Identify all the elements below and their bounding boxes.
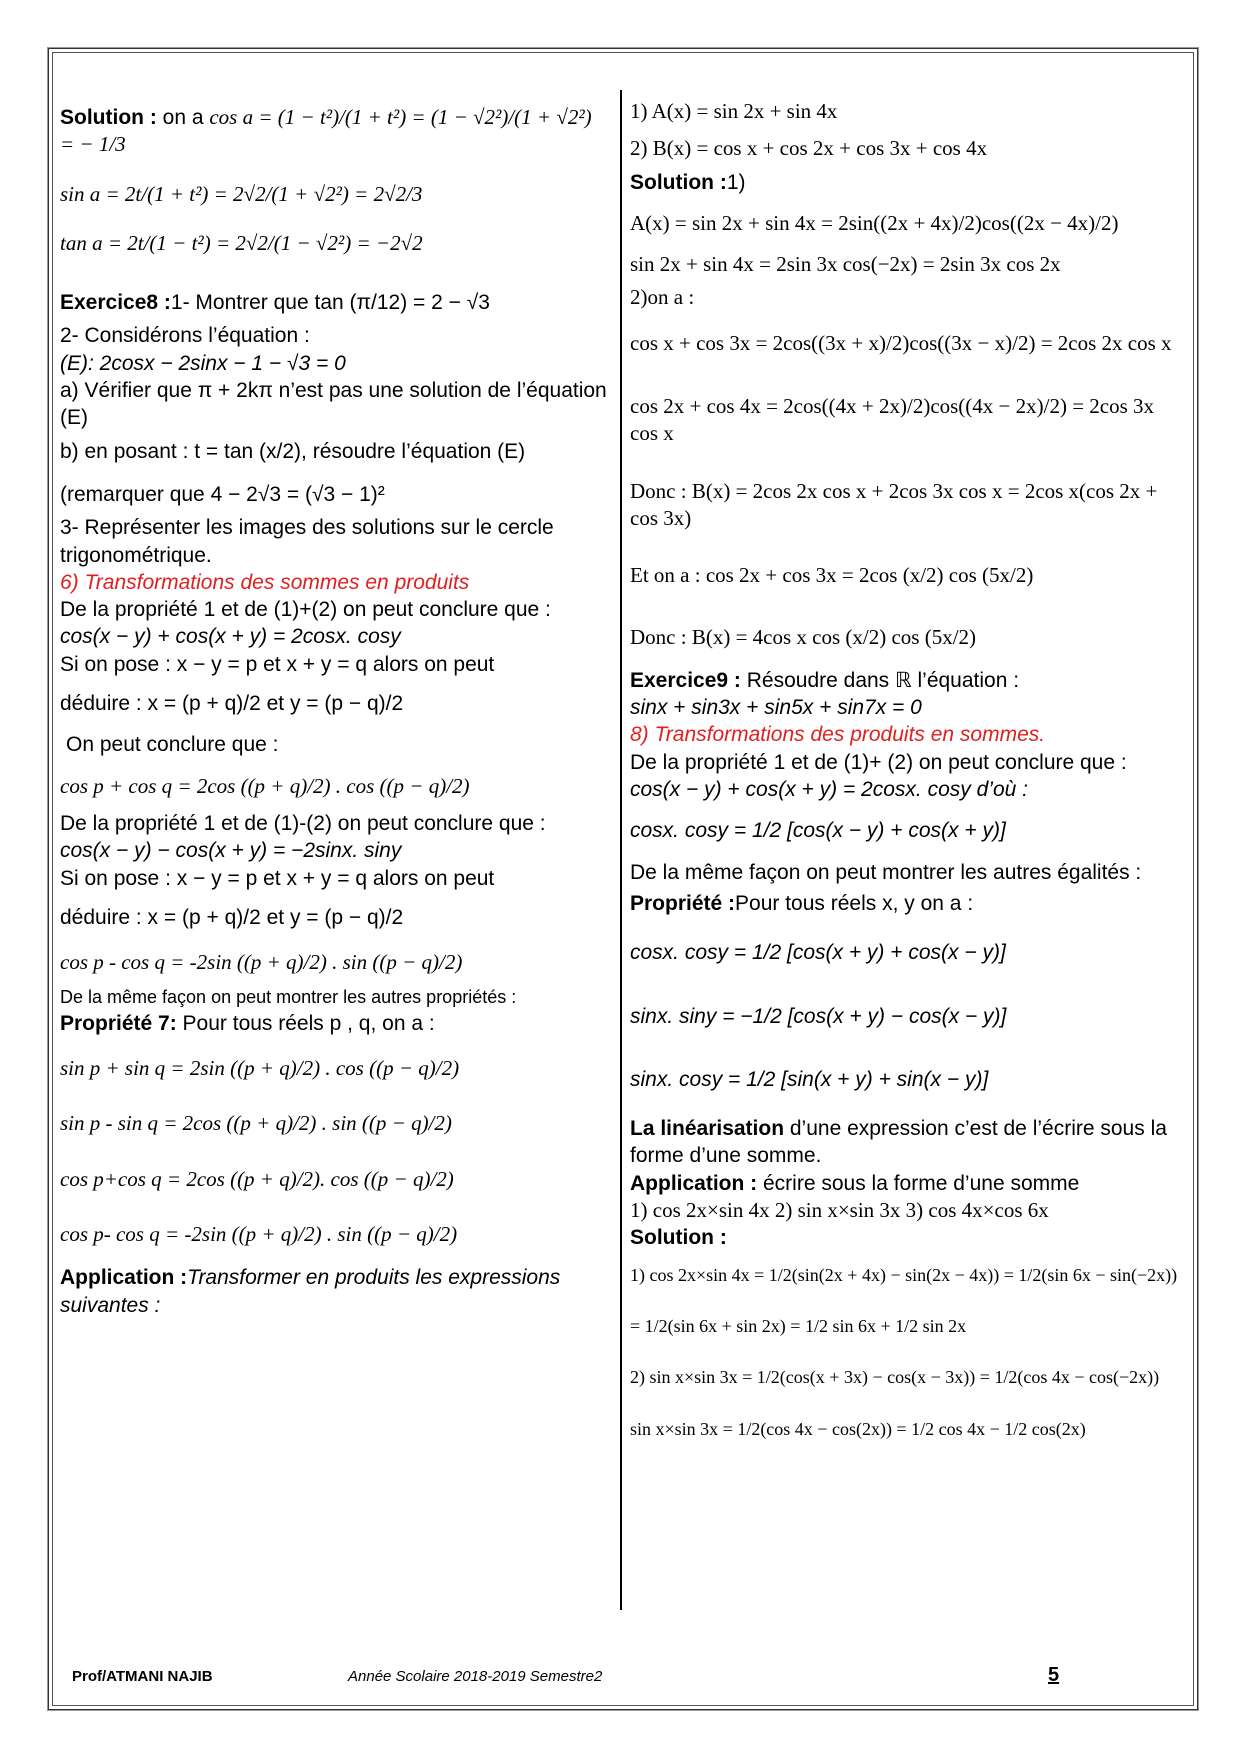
property7: [60, 1010, 610, 1037]
linearisation-label: La linéarisation: [630, 1117, 785, 1141]
formula-a1: A(x) = sin 2x + sin 4x = 2sin((2x + 4x)/2)cos((2x − 4x)/2): [630, 210, 1119, 235]
pose2-text: Si on pose : x − y = p et x + y = q alors on peut: [60, 866, 495, 890]
page-number: 5: [1048, 1664, 1060, 1686]
product-formula-1: cosx. cosy = 1/2 [cos(x − y) + cos(x + y)]: [630, 819, 1006, 843]
exercise8-qa: a) Vérifier que π + 2kπ n’est pas une solution de l’équation (E): [60, 379, 607, 430]
exercise8-q1: [60, 289, 610, 316]
right-property-text: De la propriété 1 et de (1)+ (2) on peut conclure que :: [630, 750, 1127, 774]
donc-1: Donc : B(x) = 2cos 2x cos x + 2cos 3x cos x = 2cos x(cos 2x + cos 3x): [630, 478, 1158, 530]
prop7-formula-3: cos p+cos q = 2cos ((p + q)/2). cos ((p − q)/2): [60, 1166, 454, 1191]
application-left: [60, 1264, 610, 1319]
property1-formula: cos(x − y) + cos(x + y) = 2cosx. cosy: [60, 625, 401, 649]
application-left-label: Application :: [60, 1266, 188, 1290]
property1-minus-formula: cos(x − y) − cos(x + y) = −2sinx. siny: [60, 839, 402, 863]
solution-cos-a: [60, 104, 610, 159]
formula-a2: sin 2x + sin 4x = 2sin 3x cos(−2x) = 2sin 3x cos 2x: [630, 252, 1061, 277]
exercise9-label: Exercice9 :: [630, 668, 741, 692]
section6-title: 6) Transformations des sommes en produits: [60, 570, 470, 594]
formula-tan-a: tan a = 2t/(1 − t²) = 2√2/(1 − √2²) = −2√2: [60, 230, 423, 255]
linear-formula-2: sinx. siny = −1/2 [cos(x + y) − cos(x − y)]: [630, 1004, 1007, 1028]
right-property-label: Propriété :: [630, 891, 736, 915]
linear-formula-1: cosx. cosy = 1/2 [cos(x + y) + cos(x − y)]: [630, 941, 1006, 965]
solution-2a: 2) sin x×sin 3x = 1/2(cos(x + 3x) − cos(x − 3x)) = 1/2(cos 4x − cos(−2x)): [630, 1367, 1160, 1388]
question-a: 1) A(x) = sin 2x + sin 4x: [630, 99, 838, 123]
application-right: [630, 1170, 1185, 1197]
application-left-text: Transformer en produits les expressions suivantes :: [60, 1266, 561, 1317]
formula-b1: cos x + cos 3x = 2cos((3x + x)/2)cos((3x − x)/2) = 2cos 2x cos x: [630, 330, 1172, 355]
solution-1b: = 1/2(sin 6x + sin 2x) = 1/2 sin 6x + 1/2 sin 2x: [630, 1316, 967, 1336]
section8-title: 8) Transformations des produits en sommes.: [630, 723, 1046, 747]
property7-label: Propriété 7:: [60, 1011, 177, 1035]
solution-intro: on a: [156, 106, 210, 129]
exercise8-q1-text: 1- Montrer que tan (π/12) = 2 − √3: [170, 291, 490, 315]
exercise8-equation: (E): 2cosx − 2sinx − 1 − √3 = 0: [60, 351, 346, 375]
footer-year: Année Scolaire 2018-2019 Semestre2: [348, 1668, 603, 1685]
prop7-formula-2: sin p - sin q = 2cos ((p + q)/2) . sin ((p − q)/2): [60, 1111, 452, 1136]
right-same-way: De la même façon on peut montrer les autres égalités :: [630, 860, 1142, 884]
right-property-formula: cos(x − y) + cos(x + y) = 2cosx. cosy d’où :: [630, 778, 1028, 802]
formula-b2: cos 2x + cos 4x = 2cos((4x + 2x)/2)cos((4x − 2x)/2) = 2cos 3x cos x: [630, 394, 1155, 446]
exercise8-remark: (remarquer que 4 − 2√3 = (√3 − 1)²: [60, 482, 385, 506]
formula-sin-a: sin a = 2t/(1 + t²) = 2√2/(1 + √2²) = 2√2/3: [60, 181, 423, 206]
cos-sum-formula: cos p + cos q = 2cos ((p + q)/2) . cos ((p − q)/2): [60, 773, 470, 798]
application-items: 1) cos 2x×sin 4x 2) sin x×sin 3x 3) cos 4x×cos 6x: [630, 1198, 1049, 1223]
conclude-text: On peut conclure que :: [66, 733, 279, 757]
exercise9-text: Résoudre dans ℝ l’équation :: [740, 668, 1020, 692]
question-b: 2) B(x) = cos x + cos 2x + cos 3x + cos 4x: [630, 136, 988, 161]
same-way-text: De la même façon on peut montrer les autres propriétés :: [60, 987, 517, 1008]
linearisation-text: d’une expression c’est de l’écrire sous la forme d’une somme.: [630, 1117, 1167, 1168]
donc-2: Donc : B(x) = 4cos x cos (x/2) cos (5x/2): [630, 624, 977, 649]
prop7-formula-1: sin p + sin q = 2sin ((p + q)/2) . cos ((p − q)/2): [60, 1056, 460, 1081]
et-on-a: Et on a : cos 2x + cos 3x = 2cos (x/2) cos (5x/2): [630, 563, 1034, 588]
exercise8-q3: 3- Représenter les images des solutions sur le cercle trigonométrique.: [60, 516, 554, 567]
deduire2-text: déduire : x = (p + q)/2 et y = (p − q)/2: [60, 905, 404, 929]
solution-label: Solution :: [60, 106, 157, 129]
right-column: [630, 92, 1185, 1447]
prop7-formula-4: cos p- cos q = -2sin ((p + q)/2) . sin ((p − q)/2): [60, 1222, 458, 1246]
right-property-desc: Pour tous réels x, y on a :: [735, 891, 974, 915]
formula-cos-a: cos a = (1 − t²)/(1 + t²) = (1 − √2²)/(1 + √2²) = − 1/3: [60, 105, 592, 157]
linear-formula-3: sinx. cosy = 1/2 [sin(x + y) + sin(x − y)]: [630, 1067, 989, 1091]
pose1-text: Si on pose : x − y = p et x + y = q alors on peut: [60, 652, 495, 676]
exercise8-label: Exercice8 :: [60, 291, 171, 315]
application-right-text: écrire sous la forme d’une somme: [757, 1171, 1080, 1195]
footer-author: Prof/ATMANI NAJIB: [72, 1668, 213, 1685]
property7-text: Pour tous réels p , q, on a :: [176, 1011, 435, 1035]
solution-2b: sin x×sin 3x = 1/2(cos 4x − cos(2x)) = 1/2 cos 4x − 1/2 cos(2x): [630, 1418, 1086, 1439]
property1-minus-text: De la propriété 1 et de (1)-(2) on peut conclure que :: [60, 811, 546, 835]
solution2-label: Solution :: [630, 1226, 727, 1250]
application-right-label: Application :: [630, 1171, 758, 1195]
column-divider: [620, 90, 622, 1610]
exercise8-q2: 2- Considérons l’équation :: [60, 324, 310, 348]
right-solution: [630, 169, 1185, 196]
right-solution-num: 1): [726, 170, 746, 194]
left-column: [60, 98, 610, 1319]
cos-diff-formula: cos p - cos q = -2sin ((p + q)/2) . sin ((p − q)/2): [60, 950, 463, 975]
linearisation-def: [630, 1115, 1185, 1170]
on-a-text: 2)on a :: [630, 285, 695, 310]
exercise9-equation: sinx + sin3x + sin5x + sin7x = 0: [630, 696, 922, 720]
property1-text: De la propriété 1 et de (1)+(2) on peut conclure que :: [60, 598, 551, 622]
exercise9: [630, 667, 1185, 694]
right-solution-label: Solution :: [630, 170, 727, 194]
right-property: [630, 890, 1185, 917]
deduire1-text: déduire : x = (p + q)/2 et y = (p − q)/2: [60, 692, 404, 716]
exercise8-qb: b) en posant : t = tan (x/2), résoudre l’équation (E): [60, 439, 526, 463]
solution-1a: 1) cos 2x×sin 4x = 1/2(sin(2x + 4x) − sin(2x − 4x)) = 1/2(sin 6x − sin(−2x)): [630, 1264, 1178, 1285]
